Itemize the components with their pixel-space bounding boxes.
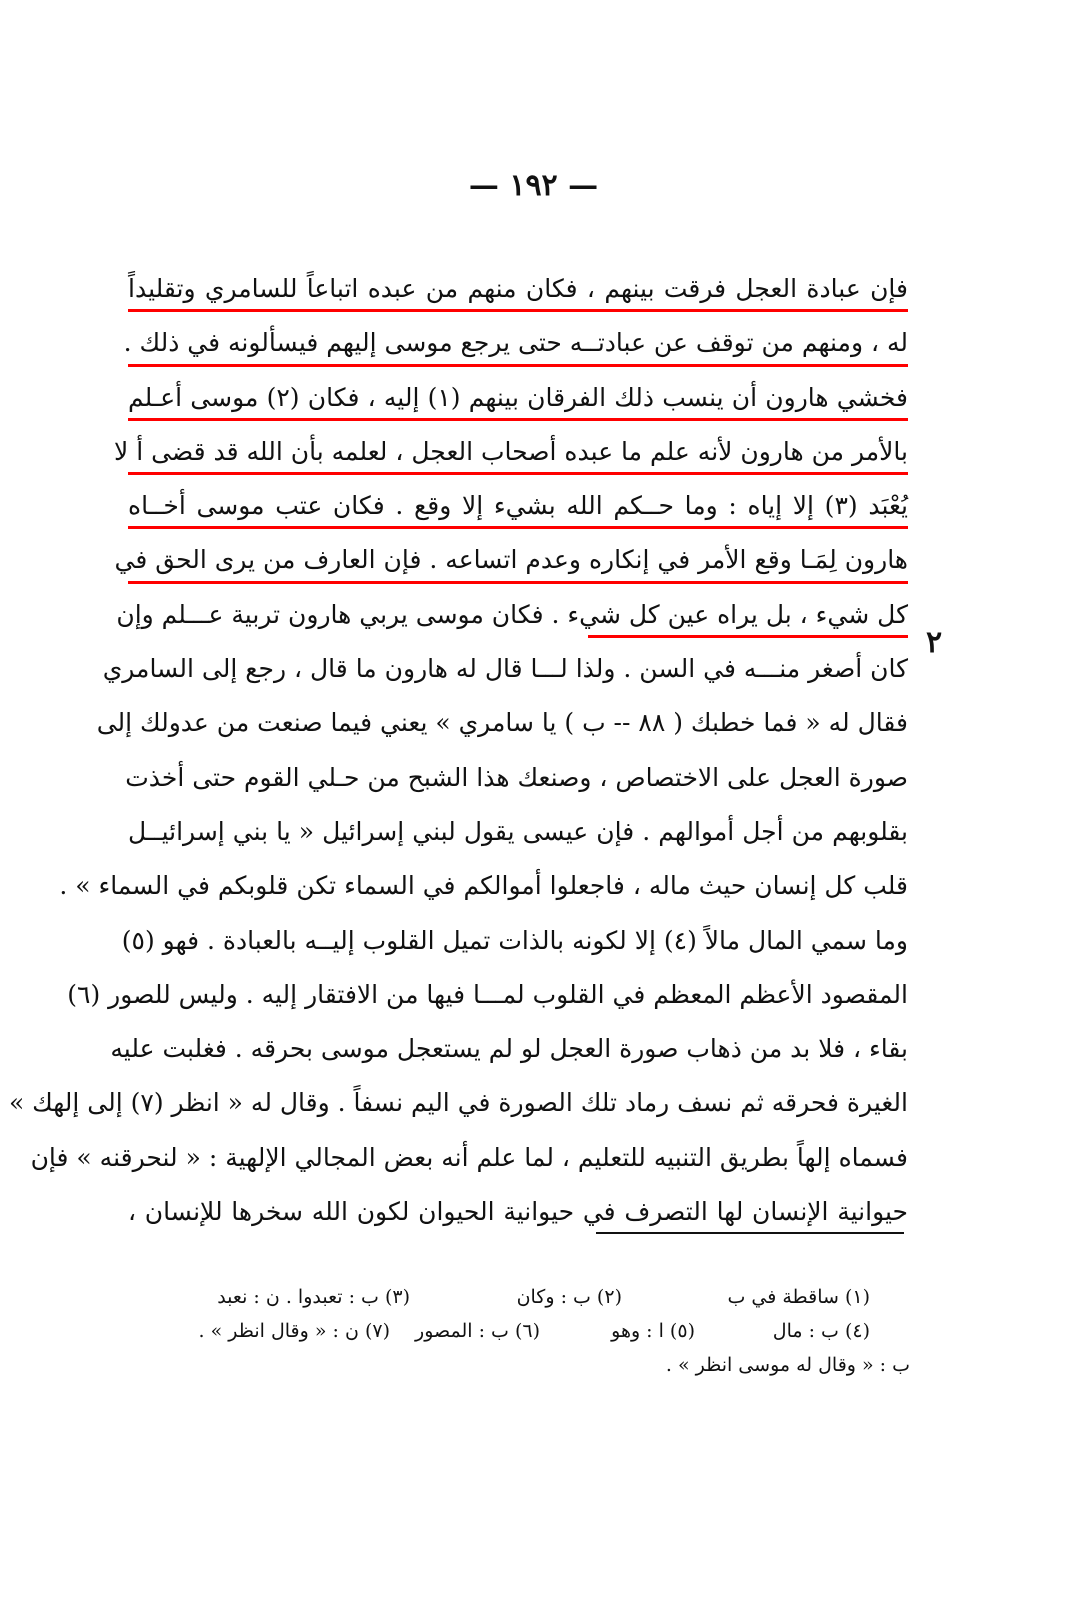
red-underline <box>588 635 908 638</box>
text-line <box>125 751 908 805</box>
text-line <box>8 1076 908 1130</box>
main-text <box>8 262 909 1239</box>
text-line-content: قلب كل إنسان حيث ماله ، فاجعلوا أموالكم في السماء تكن قلوبكم في السماء » . <box>59 871 908 901</box>
footnote-2: (٢) ب : وكان <box>516 1286 622 1308</box>
text-line-content: فسماه إلهاً بطريق التنبيه للتعليم ، لما علم أنه بعض المجالي الإلهية : « لنحرقنه » فإن <box>30 1142 908 1172</box>
red-underline <box>128 472 908 475</box>
text-line <box>114 425 908 479</box>
text-line <box>116 588 908 642</box>
text-line <box>96 696 908 750</box>
text-line <box>121 914 908 968</box>
red-underline <box>128 364 908 367</box>
text-line-content: بقلوبهم من أجل أموالهم . فإن عيسى يقول لبني إسرائيل « يا بني إسرائيــل <box>128 816 908 846</box>
red-underline <box>128 418 908 421</box>
text-line <box>128 262 908 316</box>
footnote-4: (٤) ب : مال <box>772 1320 870 1342</box>
text-line <box>67 968 908 1022</box>
text-line-content: حيوانية الإنسان لها التصرف في حيوانية الحيوان لكون الله سخرها للإنسان ، <box>128 1197 908 1227</box>
text-line <box>128 371 908 425</box>
text-line-content: المقصود الأعظم المعظم في القلوب لمـــا فيها من الافتقار إليه . وليس للصور (٦) <box>67 979 908 1009</box>
footnote-7-continued: ب : « وقال له موسى انظر » . <box>665 1354 910 1376</box>
text-line-content: بالأمر من هارون لأنه علم ما عبده أصحاب العجل ، لعلمه بأن الله قد قضى أ لا <box>114 436 908 466</box>
text-line-content: وما سمي المال مالاً (٤) إلا لكونه بالذات تميل القلوب إليــه بالعبادة . فهو (٥) <box>121 925 908 955</box>
footnote-6: (٦) ب : المصور <box>415 1320 540 1342</box>
text-line-content: كان أصغر منـــه في السن . ولذا لـــا قال له هارون ما قال ، رجع إلى السامري <box>102 654 908 684</box>
text-line-content: فإن عبادة العجل فرقت بينهم ، فكان منهم من عبده اتباعاً للسامري وتقليداً <box>128 274 908 303</box>
text-line-content: فخشي هارون أن ينسب ذلك الفرقان بينهم (١) إليه ، فكان (٢) موسى أعـلم <box>128 382 909 412</box>
footnote-row-3 <box>150 1348 910 1382</box>
text-line <box>110 1022 908 1076</box>
text-line <box>114 533 908 587</box>
text-line-content: بقاء ، فلا بد من ذهاب صورة العجل لو لم يستعجل موسى بحرقه . فغلبت عليه <box>110 1034 908 1064</box>
footnote-separator <box>596 1232 904 1234</box>
text-line-content: فقال له « فما خطبك ( ٨٨ -- ب ) يا سامري » يعني فيما صنعت من عدولك إلى <box>96 708 908 738</box>
text-line <box>128 479 908 533</box>
footnote-1: (١) ساقطة في ب <box>727 1286 870 1308</box>
text-line-content: صورة العجل على الاختصاص ، وصنعك هذا الشبح من حـلي القوم حتى أخذت <box>125 762 908 792</box>
text-line-content: يُعْبَد (٣) إلا إياه : وما حــكم الله بشيء إلا وقع . فكان عتب موسى أخــاه <box>128 491 909 521</box>
text-line-content: الغيرة فحرقه ثم نسف رماد تلك الصورة في اليم نسفاً . وقال له « انظر (٧) إلى إلهك » <box>8 1088 908 1118</box>
text-line <box>30 1131 908 1185</box>
text-line-content: له ، ومنهم من توقف عن عبادتــه حتى يرجع موسى إليهم فيسألونه في ذلك . <box>123 328 908 358</box>
footnote-row-2 <box>150 1314 910 1348</box>
red-underline <box>128 309 908 312</box>
red-underline <box>128 581 908 584</box>
footnote-7: (٧) ن : « وقال انظر » . <box>198 1320 390 1342</box>
red-underline <box>128 526 908 529</box>
margin-line-marker: ٢ <box>926 625 943 660</box>
footnote-5: (٥) ا : وهو <box>611 1320 695 1342</box>
text-line <box>102 642 908 696</box>
text-line <box>123 316 908 370</box>
footnote-3: (٣) ب : تعبدوا . ن : نعبد <box>217 1286 410 1308</box>
text-line <box>59 859 908 913</box>
text-line <box>128 805 908 859</box>
footnotes <box>150 1280 910 1382</box>
page-number: — ١٩٢ — <box>468 168 599 203</box>
text-line-content: هارون لِمَـا وقع الأمر في إنكاره وعدم اتساعه . فإن العارف من يرى الحق في <box>114 545 908 575</box>
footnote-row-1 <box>150 1280 910 1314</box>
text-line-content: كل شيء ، بل يراه عين كل شيء . فكان موسى يربي هارون تربية عـــلم وإن <box>116 599 908 629</box>
